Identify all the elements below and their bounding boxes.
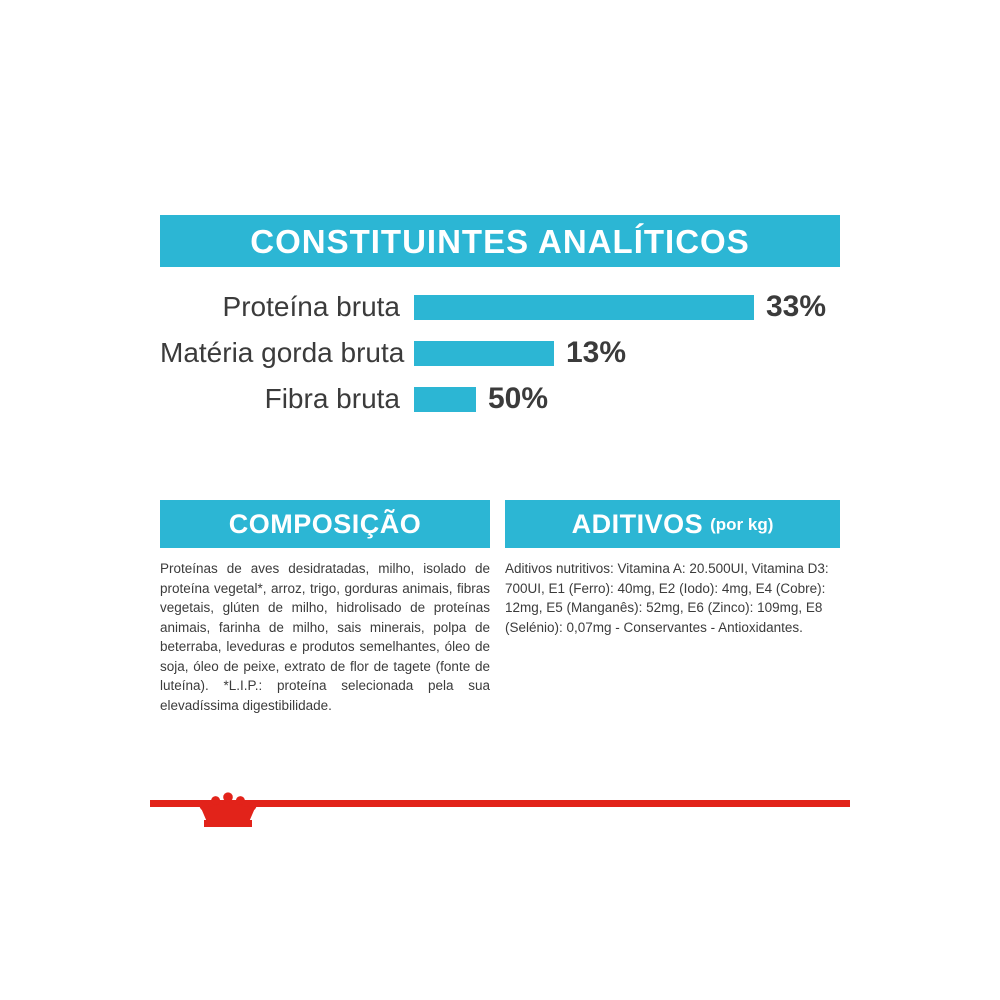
nutrient-bar bbox=[414, 341, 554, 366]
composition-banner bbox=[160, 500, 490, 548]
nutrient-label: Fibra bruta bbox=[264, 383, 400, 414]
nutrient-bar bbox=[414, 295, 754, 320]
analytical-constituents-title: CONSTITUINTES ANALÍTICOS bbox=[250, 222, 750, 260]
table-row bbox=[160, 331, 840, 375]
nutrient-value: 33% bbox=[766, 290, 827, 323]
bar-container bbox=[414, 336, 840, 370]
additives-title: ADITIVOS bbox=[571, 508, 704, 539]
bar-container bbox=[414, 290, 840, 324]
bar-container bbox=[414, 382, 840, 416]
composition-title: COMPOSIÇÃO bbox=[228, 508, 422, 539]
nutrient-value: 50% bbox=[488, 382, 549, 415]
crown-icon bbox=[199, 792, 257, 828]
table-row bbox=[160, 285, 840, 329]
additives-section bbox=[505, 500, 840, 637]
composition-section bbox=[160, 500, 490, 716]
table-row bbox=[160, 377, 840, 421]
composition-body: Proteínas de aves desidratadas, milho, isolado de proteína vegetal*, arroz, trigo, gorduras animais, fibras vegetais, glúten de milho, hidrolisado de proteínas animais, farinha de milho, sais minerais, polpa de beterraba, leveduras e produtos semelhantes, óleo de soja, óleo de peixe, extrato de flor de tagete (fonte de luteína). *L.I.P.: proteína selecionada pela sua elevadíssima digestibilidade. bbox=[160, 561, 490, 713]
nutrient-bar bbox=[414, 387, 476, 412]
additives-body: Aditivos nutritivos: Vitamina A: 20.500UI, Vitamina D3: 700UI, E1 (Ferro): 40mg, E2 (Iodo): 4mg, E4 (Cobre): 12mg, E5 (Manganês): 52mg, E6 (Zinco): 109mg, E8 (Selénio): 0,07mg - Conservantes - Antioxidantes. bbox=[505, 561, 829, 635]
nutrient-value: 13% bbox=[566, 336, 627, 369]
nutrient-label: Matéria gorda bruta bbox=[160, 337, 405, 368]
nutrient-label: Proteína bruta bbox=[222, 291, 400, 322]
additives-banner bbox=[505, 500, 840, 548]
analytical-constituents-banner bbox=[160, 215, 840, 267]
additives-subtitle: (por kg) bbox=[710, 514, 774, 534]
nutrient-bar-chart bbox=[160, 285, 840, 421]
analytical-constituents-section bbox=[160, 215, 840, 423]
